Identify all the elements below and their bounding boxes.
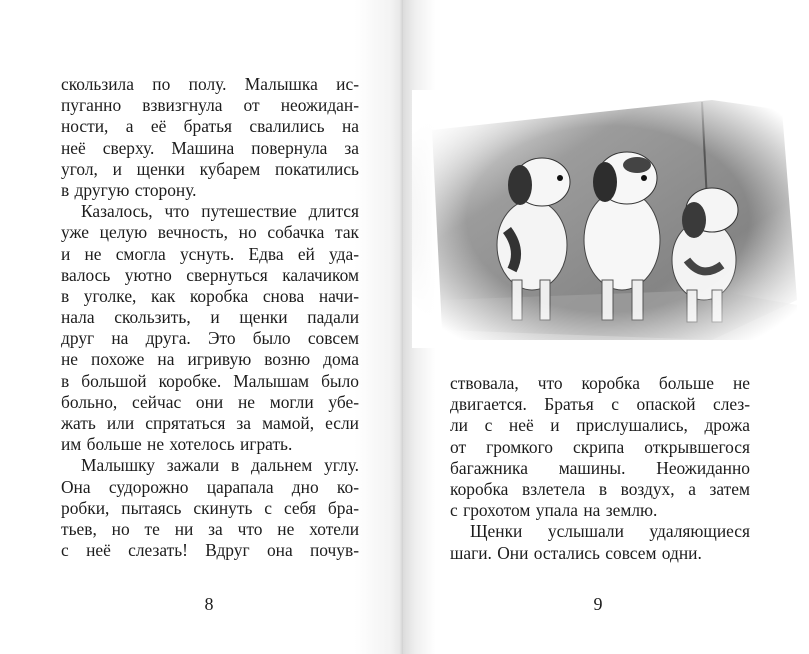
- text-line: ности, а её братья свалились на: [61, 116, 359, 137]
- text-line: не похоже на игривую возню дома: [61, 349, 359, 370]
- text-line: валось уютно свернуться калачиком: [61, 264, 359, 285]
- puppies-illustration: [412, 90, 804, 348]
- text-line: двигается. Братья с опаской слез-: [450, 394, 750, 415]
- text-line: в другую сторону.: [61, 179, 197, 200]
- text-line: Малышку зажали в дальнем углу.: [81, 455, 359, 476]
- text-line: и не смогла уснуть. Едва ей уда-: [61, 243, 359, 264]
- text-line: Щенки услышали удаляющиеся: [470, 521, 750, 542]
- text-line: скользила по полу. Малышка ис-: [61, 74, 359, 94]
- text-line: Казалось, что путешествие длится: [81, 201, 359, 222]
- text-line: пуганно взвизгнула от неожидан-: [61, 95, 359, 116]
- text-line: нала скользить, и щенки падали: [61, 307, 359, 328]
- text-line: робки, пытаясь скинуть с себя бра-: [61, 497, 359, 518]
- text-line: багажника машины. Неожиданно: [450, 457, 750, 478]
- text-line: больно, сейчас они не могли убе-: [61, 391, 359, 412]
- text-line: коробка взлетела в воздух, а затем: [450, 478, 750, 499]
- text-line: уже целую вечность, но собачка так: [61, 222, 359, 243]
- text-line: шаги. Они остались совсем одни.: [450, 542, 702, 563]
- text-line: неё сверху. Машина повернула за: [61, 137, 359, 158]
- text-line: жать или спрятаться за мамой, если: [61, 413, 359, 433]
- text-line: друг на друга. Это было совсем: [61, 328, 359, 349]
- left-page: [0, 0, 403, 654]
- text-line: Она судорожно царапала дно ко-: [61, 476, 359, 497]
- text-line: от громкого скрипа открывшегося: [450, 436, 750, 457]
- text-line: им больше не хотелось играть.: [61, 434, 293, 455]
- right-page-text: [450, 373, 750, 564]
- right-page: [403, 0, 809, 654]
- text-line: ли с неё и прислушались, дрожа: [450, 415, 750, 436]
- text-line: с неё слезать! Вдруг она почув-: [61, 540, 359, 561]
- text-line: угол, и щенки кубарем покатились: [61, 158, 359, 179]
- text-line: с грохотом упала на землю.: [450, 500, 658, 521]
- text-line: ствовала, что коробка больше не: [450, 373, 750, 393]
- text-line: в большой коробке. Малышам было: [61, 370, 359, 391]
- page-number: 9: [593, 594, 603, 614]
- text-line: тьев, но те ни за что не хотели: [61, 518, 359, 539]
- page-number: 8: [204, 594, 214, 614]
- text-line: в уголке, как коробка снова начи-: [61, 285, 359, 306]
- left-page-text: [61, 74, 359, 561]
